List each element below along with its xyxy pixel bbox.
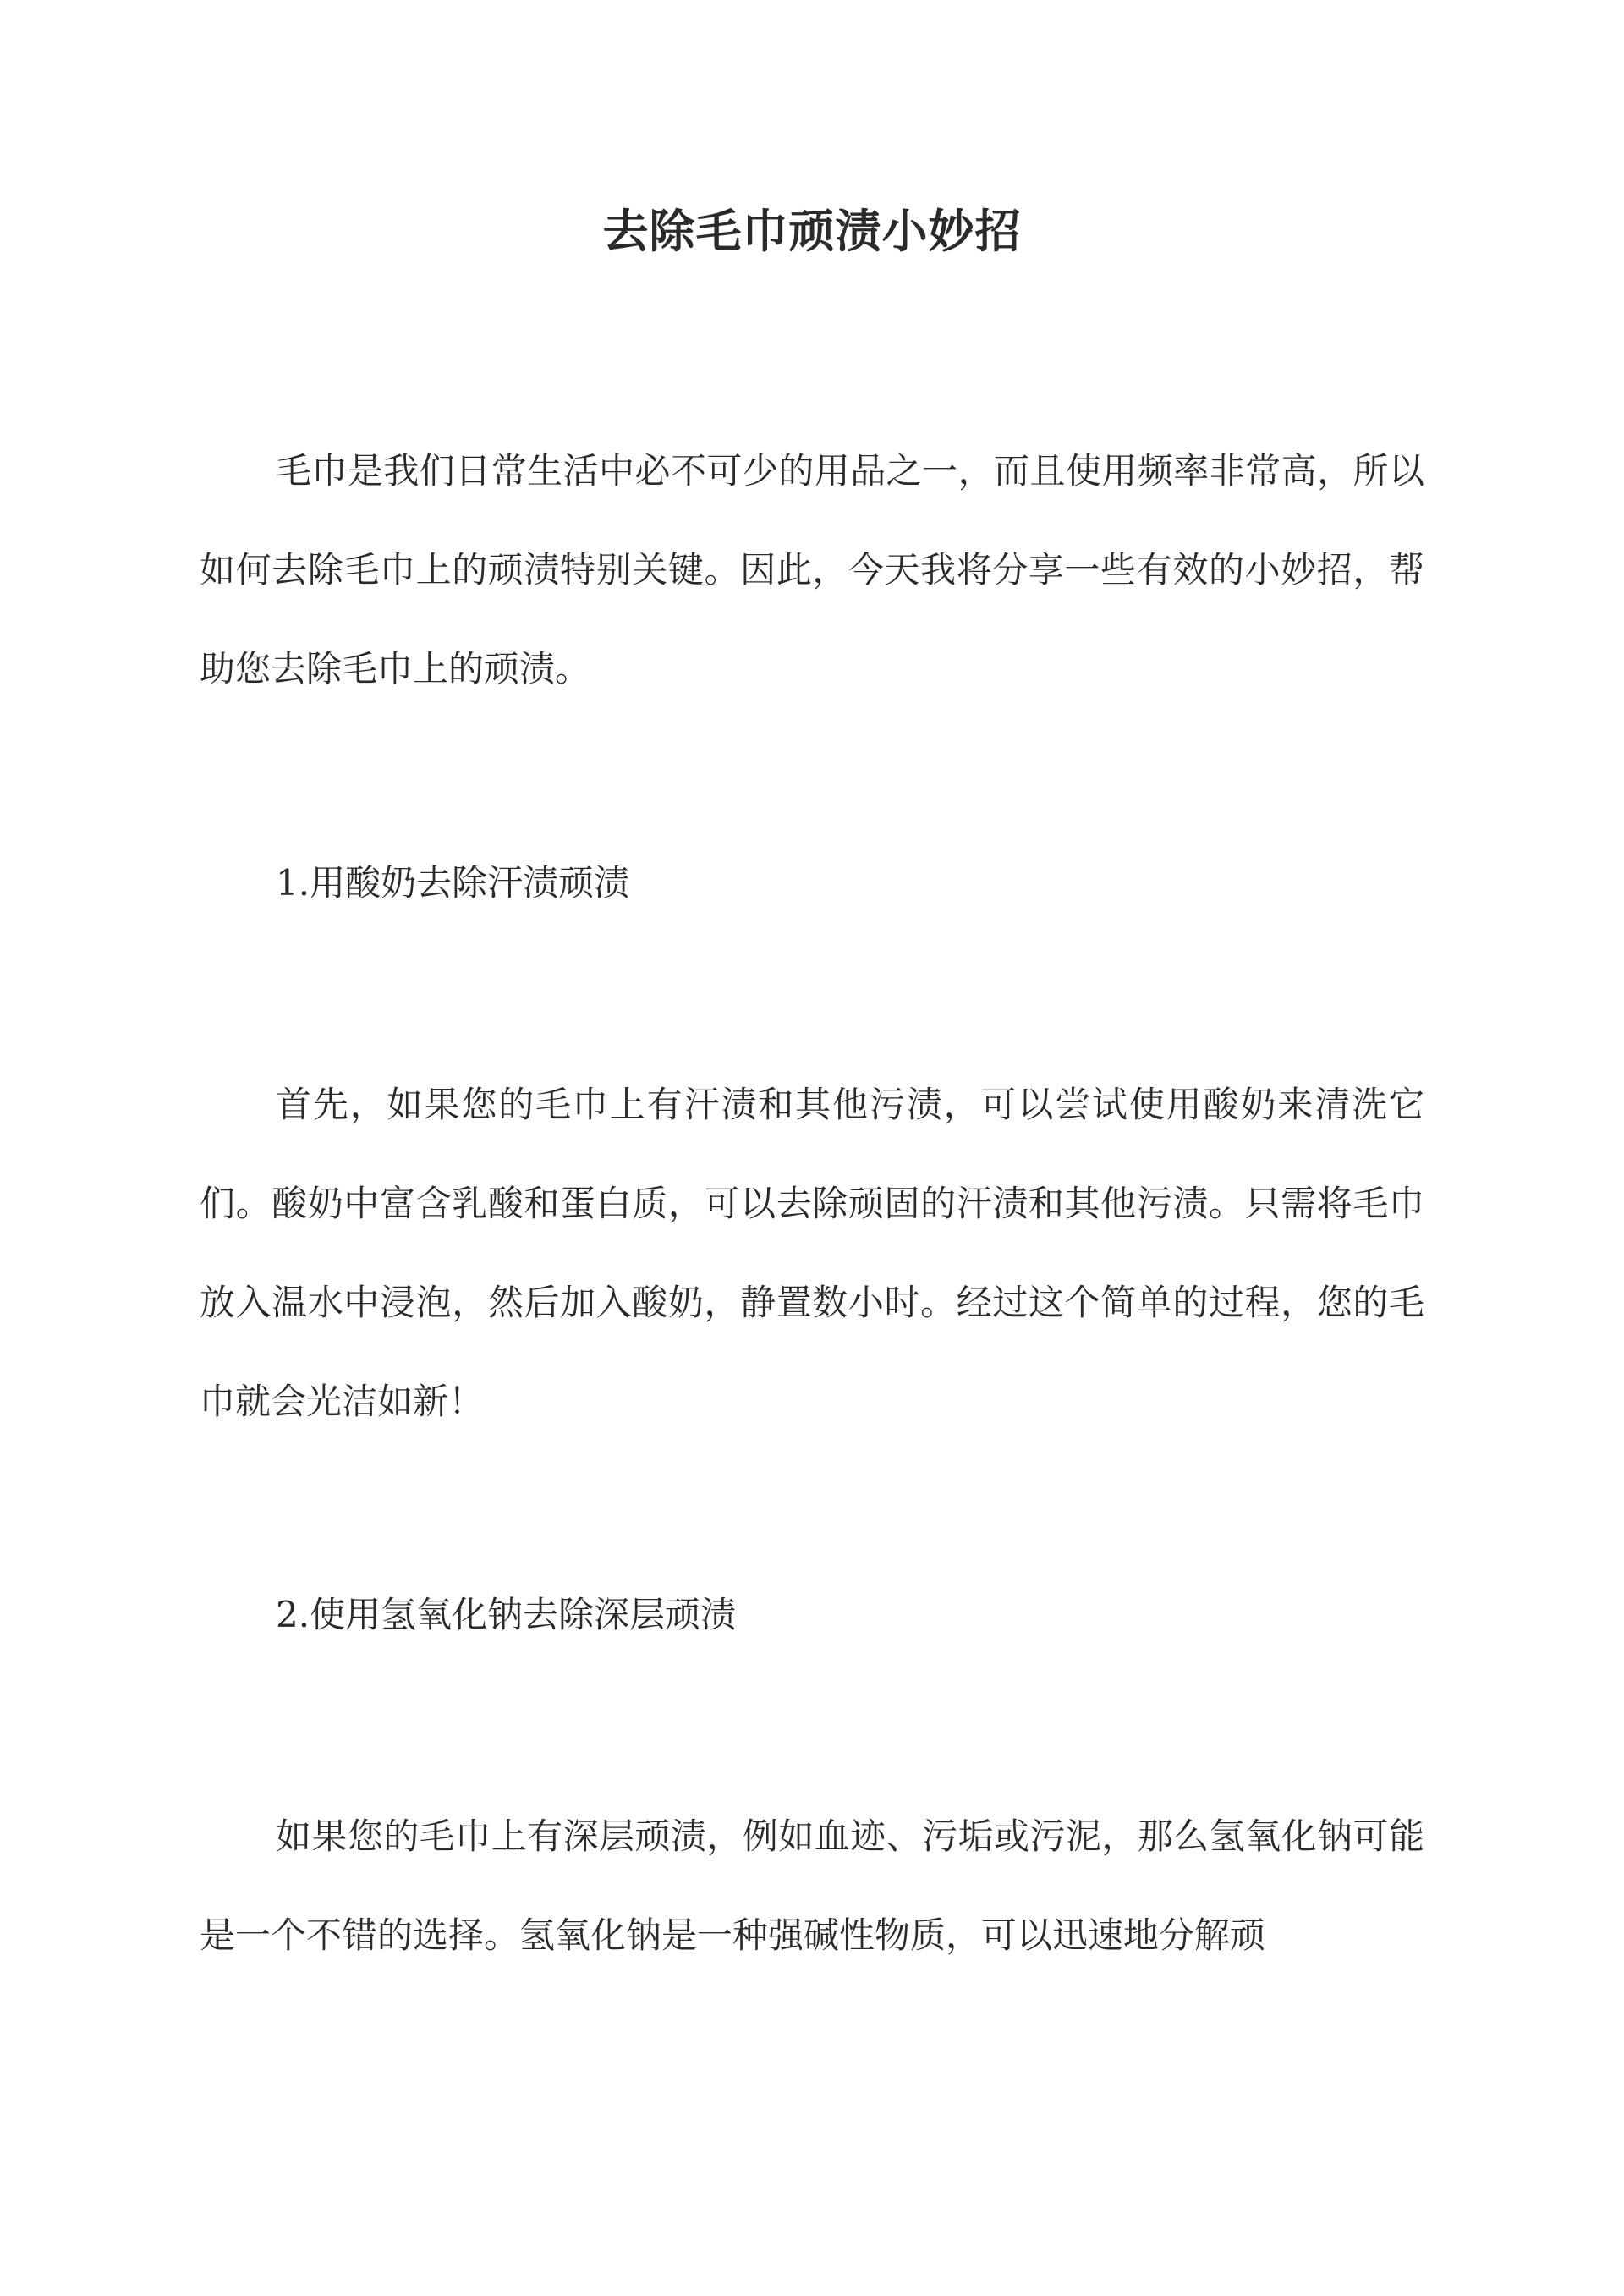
section-heading-2: 2.使用氢氧化钠去除深层顽渍 [276, 1594, 737, 1635]
section-heading-1: 1.用酸奶去除汗渍顽渍 [276, 862, 630, 904]
section-body-2: 如果您的毛巾上有深层顽渍，例如血迹、污垢或污泥，那么氢氧化钠可能是一个不错的选择。氢氧化钠是一种强碱性物质，可以迅速地分解顽 [200, 1815, 1424, 1956]
section-body-1: 首先，如果您的毛巾上有汗渍和其他污渍，可以尝试使用酸奶来清洗它们。酸奶中富含乳酸和蛋白质，可以去除顽固的汗渍和其他污渍。只需将毛巾放入温水中浸泡，然后加入酸奶，静置数小时。经过这个简单的过程，您的毛巾就会光洁如新！ [200, 1084, 1424, 1422]
document-title: 去除毛巾顽渍小妙招 [602, 204, 1022, 258]
intro-paragraph: 毛巾是我们日常生活中必不可少的用品之一，而且使用频率非常高，所以如何去除毛巾上的顽渍特别关键。因此，今天我将分享一些有效的小妙招，帮助您去除毛巾上的顽渍。 [200, 450, 1424, 689]
